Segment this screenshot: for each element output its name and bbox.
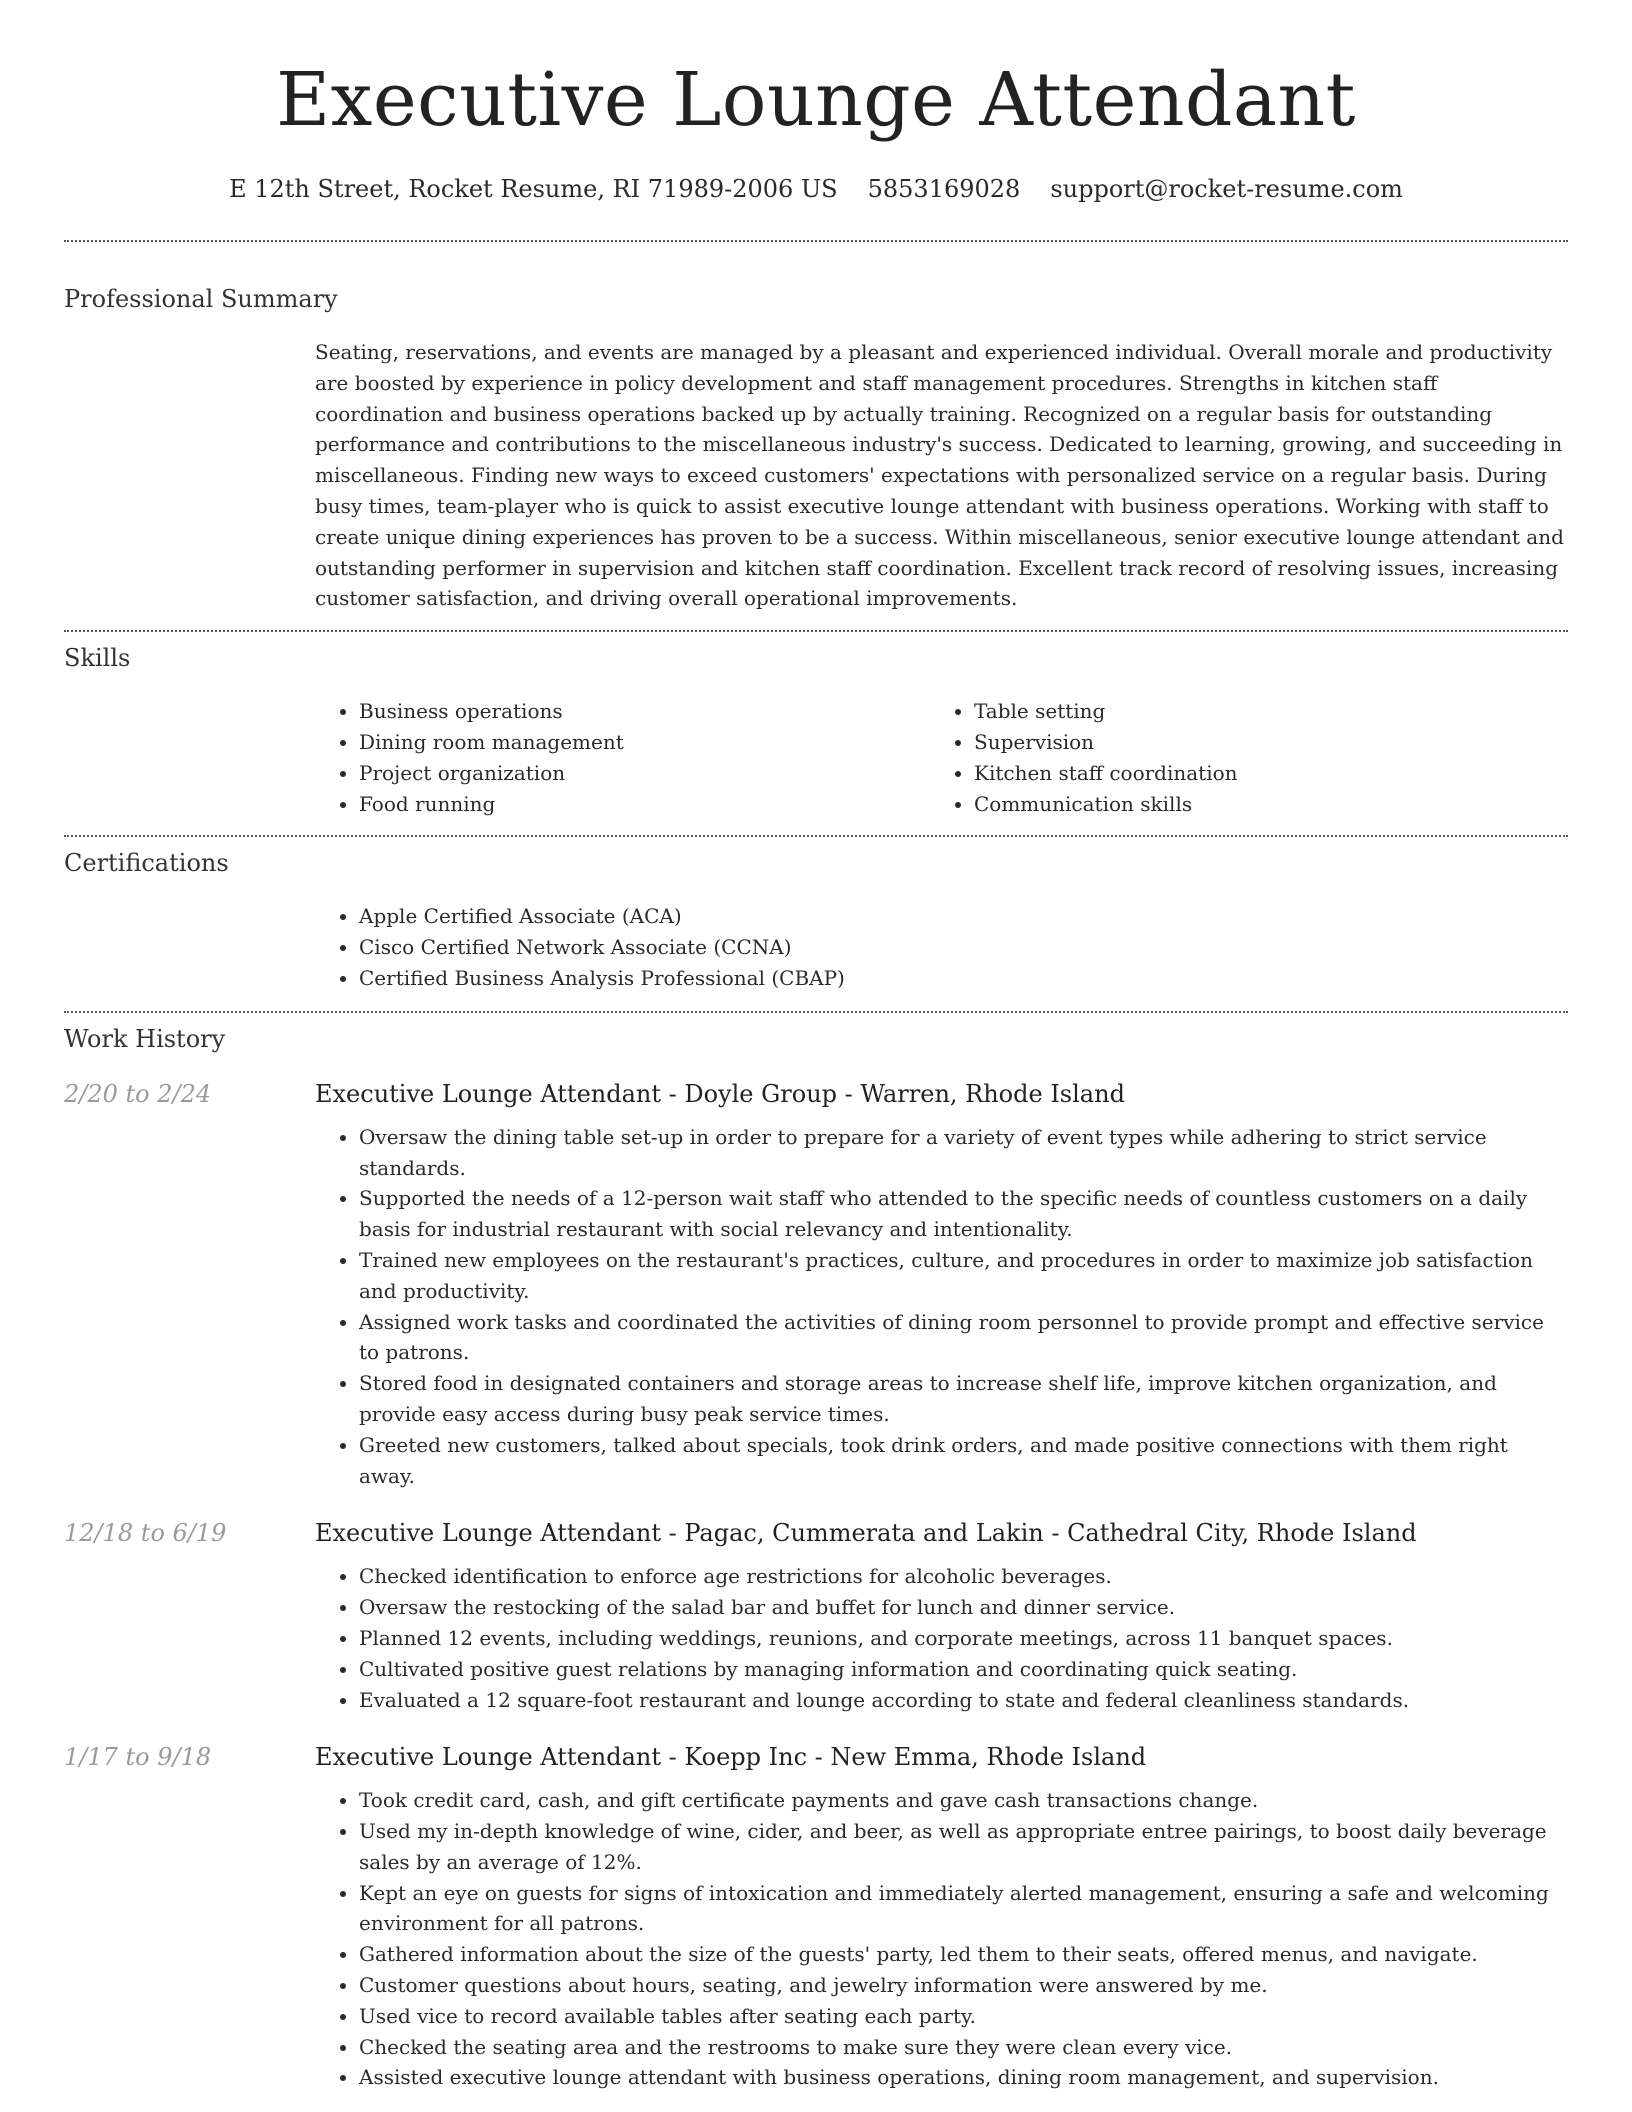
job-bullet: • Kept an eye on guests for signs of intoxication and immediately alerted management, ensuring a safe and welcoming environment for all patrons. — [359, 1878, 1568, 1940]
section-title-skills: Skills — [64, 644, 131, 673]
contact-line — [64, 172, 1568, 206]
work-history-section — [64, 1013, 1568, 2094]
skills-list-left — [315, 696, 930, 819]
contact-email[interactable]: support@rocket-resume.com — [1050, 175, 1403, 203]
job-entry — [64, 1076, 1568, 1492]
certifications-list — [315, 901, 1568, 993]
job-main — [315, 1076, 1568, 1492]
job-bullet: • Greeted new customers, talked about specials, took drink orders, and made positive connections with them right away. — [359, 1430, 1568, 1492]
skill-item: • Food running — [359, 789, 930, 820]
job-bullet: • Assigned work tasks and coordinated the activities of dining room personnel to provide prompt and effective service to patrons. — [359, 1307, 1568, 1369]
job-bullet: • Assisted executive lounge attendant with business operations, dining room management, and supervision. — [359, 2062, 1568, 2093]
certifications-section — [64, 837, 1568, 1010]
skill-item: • Table setting — [974, 696, 1545, 727]
skill-item: • Kitchen staff coordination — [974, 758, 1545, 789]
skill-item: • Communication skills — [974, 789, 1545, 820]
job-bullet: • Used vice to record available tables after seating each party. — [359, 2001, 1568, 2032]
contact-address: E 12th Street, Rocket Resume, RI 71989-2006 US — [229, 175, 838, 203]
job-bullet: • Customer questions about hours, seating, and jewelry information were answered by me. — [359, 1970, 1568, 2001]
skill-item: • Supervision — [974, 727, 1545, 758]
job-entry — [64, 1515, 1568, 1715]
skill-item: • Project organization — [359, 758, 930, 789]
job-bullet: • Took credit card, cash, and gift certificate payments and gave cash transactions change. — [359, 1785, 1568, 1816]
job-bullet: • Oversaw the dining table set-up in order to prepare for a variety of event types while adhering to strict service standards. — [359, 1122, 1568, 1184]
job-bullet: • Trained new employees on the restaurant's practices, culture, and procedures in order to maximize job satisfaction and productivity. — [359, 1245, 1568, 1307]
skill-item: • Business operations — [359, 696, 930, 727]
certification-item: • Certified Business Analysis Professional (CBAP) — [359, 963, 1568, 994]
summary-body — [315, 337, 1568, 614]
section-title-summary: Professional Summary — [64, 285, 338, 313]
job-dates: 2/20 to 2/24 — [64, 1079, 212, 1108]
job-bullet: • Checked identification to enforce age restrictions for alcoholic beverages. — [359, 1561, 1568, 1592]
contact-phone: 5853169028 — [867, 175, 1021, 203]
resume-page — [64, 0, 1568, 2093]
job-bullet: • Checked the seating area and the restrooms to make sure they were clean every vice. — [359, 2032, 1568, 2063]
job-bullets — [315, 1122, 1568, 1492]
job-bullets — [315, 1561, 1568, 1715]
resume-name: Executive Lounge Attendant — [276, 57, 1356, 143]
job-dates: 1/17 to 9/18 — [64, 1743, 212, 1772]
job-main — [315, 1739, 1568, 2093]
job-entry — [64, 1739, 1568, 2093]
job-bullets — [315, 1785, 1568, 2093]
job-bullet: • Planned 12 events, including weddings, reunions, and corporate meetings, across 11 banquet spaces. — [359, 1623, 1568, 1654]
job-main — [315, 1515, 1568, 1715]
job-bullet: • Supported the needs of a 12-person wait staff who attended to the specific needs of countless customers on a daily basis for industrial restaurant with social relevancy and intentionality. — [359, 1183, 1568, 1245]
skills-list-right — [930, 696, 1545, 819]
certification-item: • Apple Certified Associate (ACA) — [359, 901, 1568, 932]
job-bullet: • Used my in-depth knowledge of wine, cider, and beer, as well as appropriate entree pairings, to boost daily beverage sales by an average of 12%. — [359, 1816, 1568, 1878]
section-title-work-history: Work History — [64, 1024, 226, 1053]
job-title: Executive Lounge Attendant - Pagac, Cummerata and Lakin - Cathedral City, Rhode Island — [315, 1519, 1417, 1548]
job-bullet: • Gathered information about the size of the guests' party, led them to their seats, offered menus, and navigate. — [359, 1939, 1568, 1970]
job-bullet: • Oversaw the restocking of the salad bar and buffet for lunch and dinner service. — [359, 1592, 1568, 1623]
job-bullet: • Cultivated positive guest relations by managing information and coordinating quick seating. — [359, 1654, 1568, 1685]
skills-section — [64, 632, 1568, 835]
certifications-body — [315, 901, 1568, 993]
job-title: Executive Lounge Attendant - Doyle Group - Warren, Rhode Island — [315, 1079, 1125, 1108]
job-dates: 12/18 to 6/19 — [64, 1519, 227, 1548]
section-title-certifications: Certifications — [64, 849, 229, 878]
job-title: Executive Lounge Attendant - Koepp Inc - New Emma, Rhode Island — [315, 1743, 1147, 1772]
summary-text: Seating, reservations, and events are managed by a pleasant and experienced individual. Overall morale and productivity are boosted by experience in policy development and staff management procedures. Strengths in kitchen staff coordination and business operations backed up by actually training. Recognized on a regular basis for outstanding performance and contributions to the miscellaneous industry's success. Dedicated to learning, growing, and succeeding in miscellaneous. Finding new ways to exceed customers' expectations with personalized service on a regular basis. During busy times, team-player who is quick to assist executive lounge attendant with business operations. Working with staff to create unique dining experiences has proven to be a success. Within miscellaneous, senior executive lounge attendant and outstanding performer in supervision and kitchen staff coordination. Excellent track record of resolving issues, increasing customer satisfaction, and driving overall operational improvements. — [315, 340, 1564, 611]
job-bullet: • Evaluated a 12 square-foot restaurant and lounge according to state and federal cleanliness standards. — [359, 1685, 1568, 1716]
skill-item: • Dining room management — [359, 727, 930, 758]
certification-item: • Cisco Certified Network Associate (CCNA) — [359, 932, 1568, 963]
summary-section — [64, 242, 1568, 630]
skills-grid — [315, 696, 1568, 819]
job-bullet: • Stored food in designated containers and storage areas to increase shelf life, improve kitchen organization, and provide easy access during busy peak service times. — [359, 1368, 1568, 1430]
